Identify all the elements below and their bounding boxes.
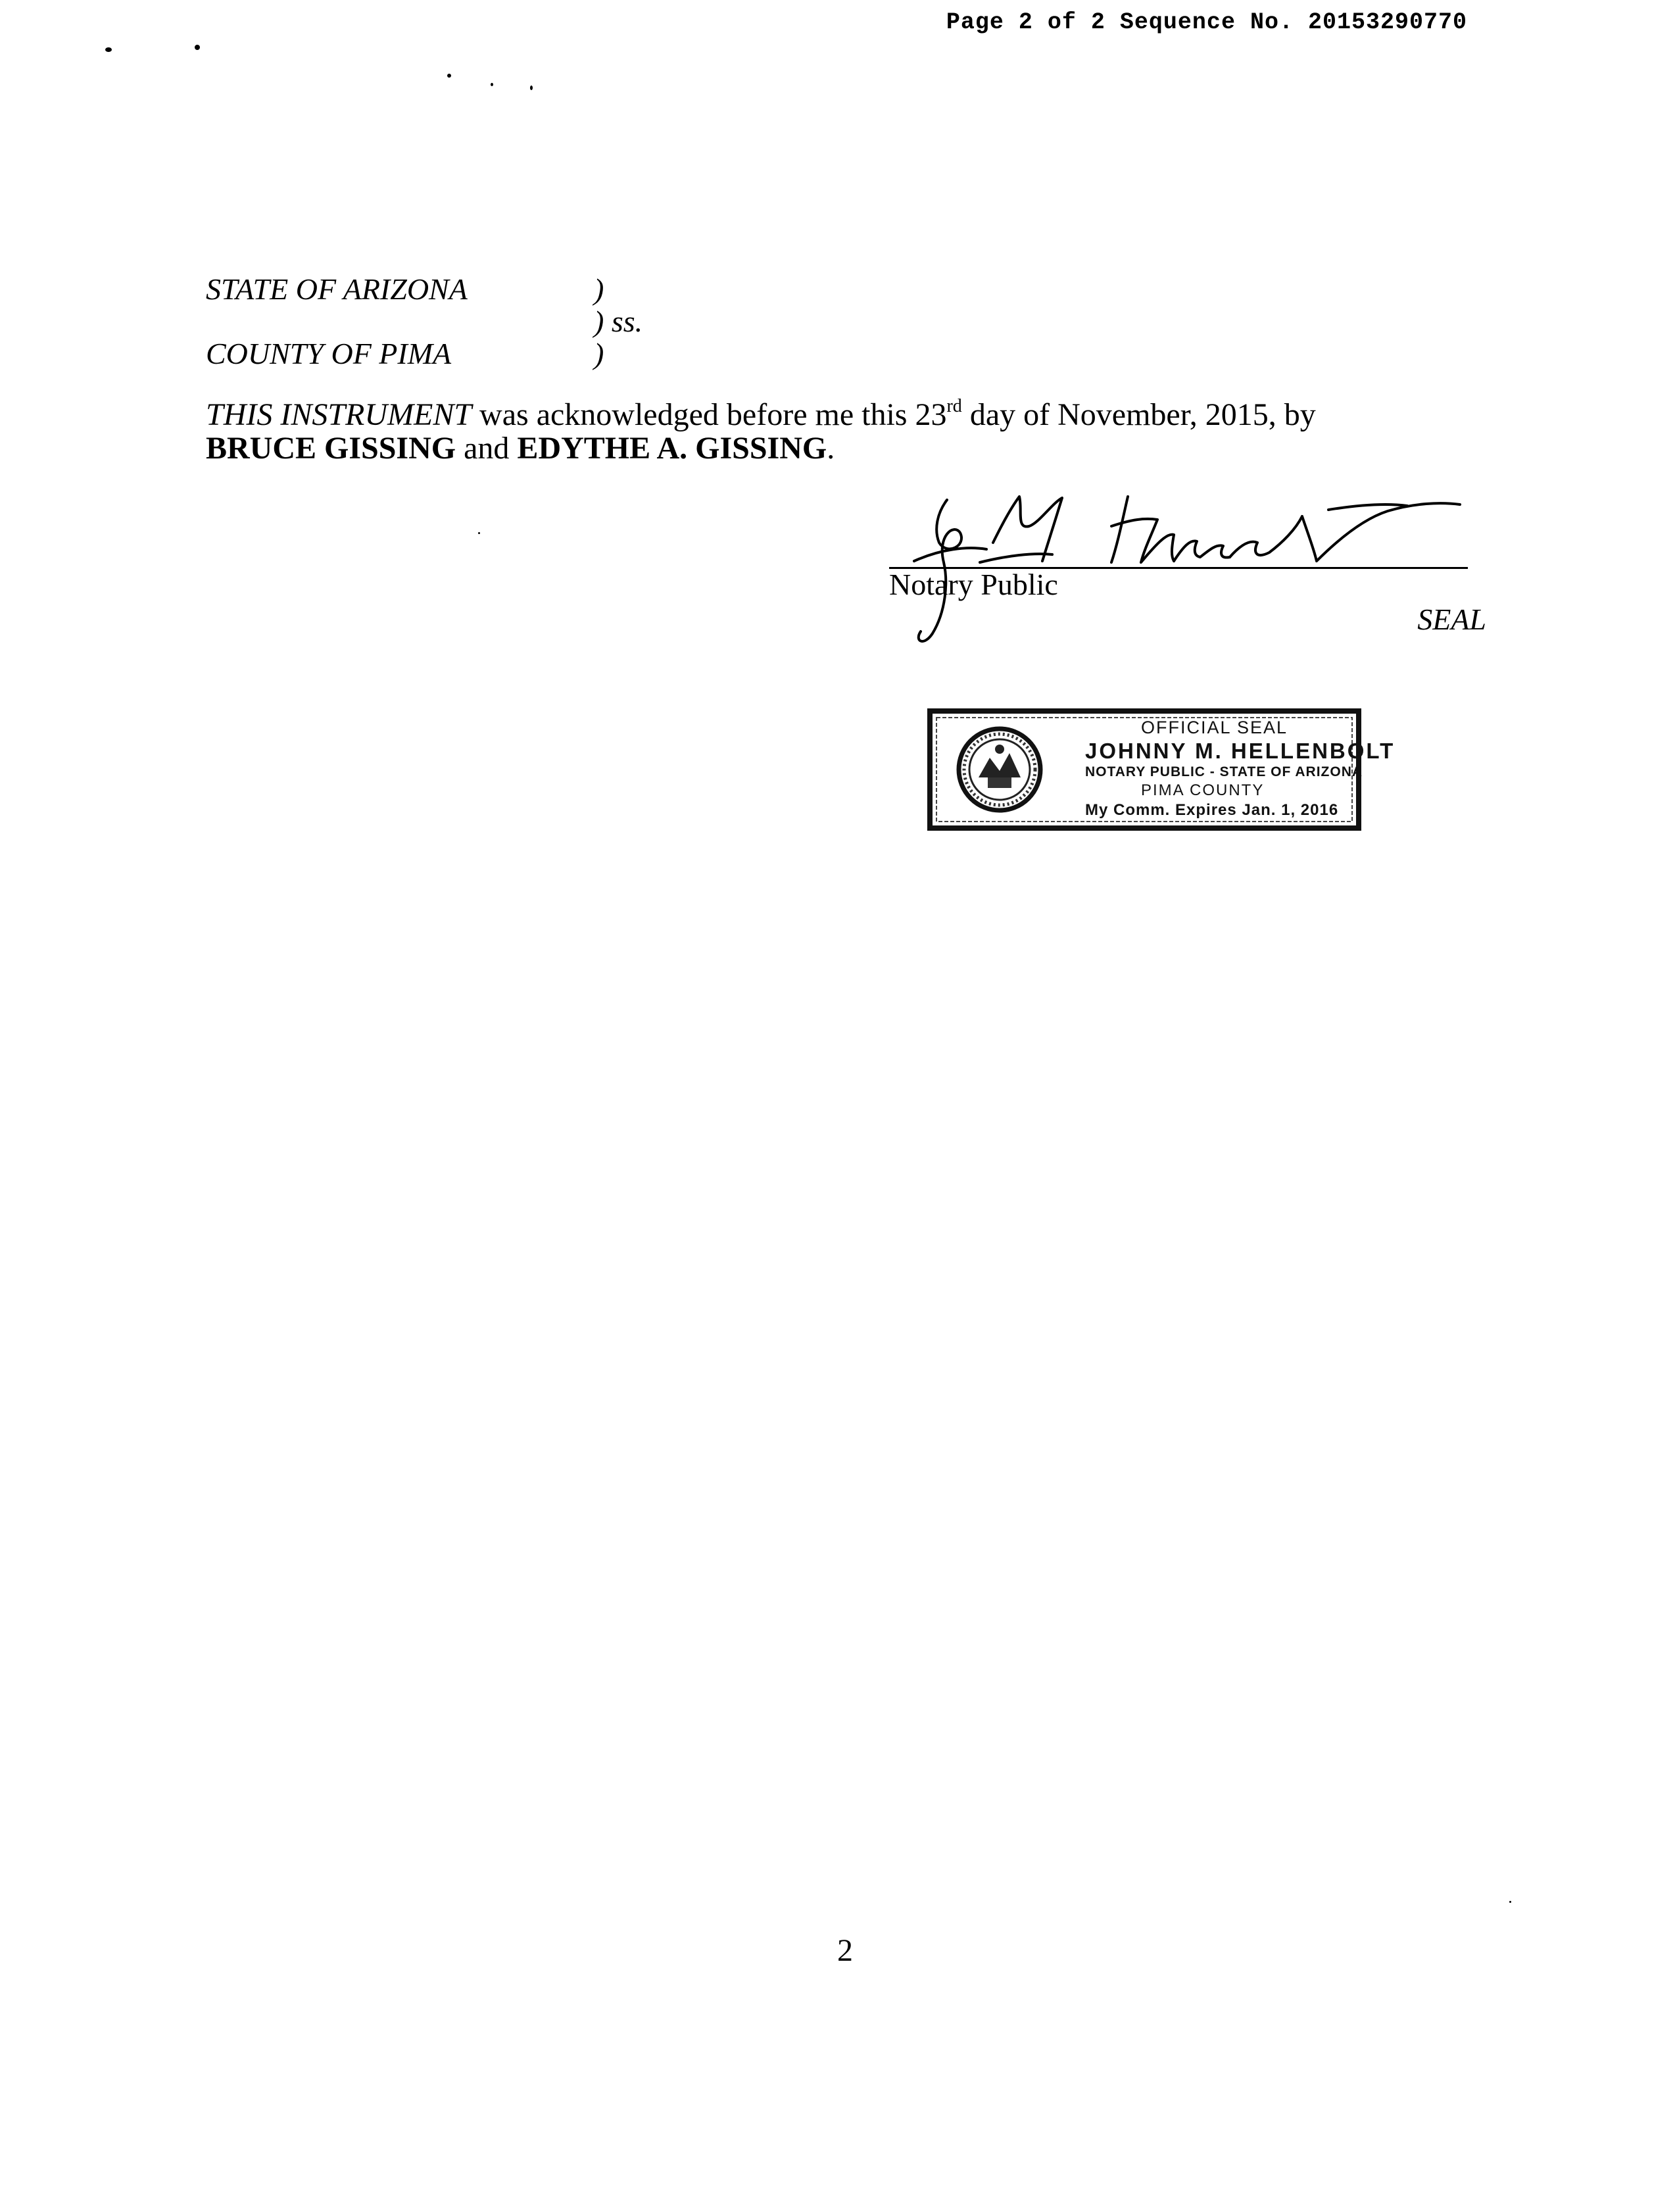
venue-paren: ) — [594, 272, 604, 306]
scan-speck — [1509, 1901, 1511, 1903]
scan-speck — [195, 45, 200, 50]
scan-speck — [105, 47, 112, 52]
acknowledgment-paragraph — [206, 398, 1390, 465]
handwritten-signature — [875, 483, 1486, 654]
stamp-expiry: My Comm. Expires Jan. 1, 2016 — [1085, 801, 1339, 819]
ack-end: . — [827, 431, 835, 466]
scan-speck — [478, 532, 480, 534]
state-seal-emblem — [959, 729, 1040, 810]
venue-state: STATE OF ARIZONA — [206, 272, 468, 306]
stamp-notary-name: JOHNNY M. HELLENBOLT — [1085, 739, 1396, 763]
signature-block — [875, 483, 1486, 654]
seal-label: SEAL — [1417, 602, 1486, 636]
page-number: 2 — [837, 1933, 853, 1968]
stamp-title: OFFICIAL SEAL — [1141, 718, 1288, 737]
signer-name-2: EDYTHE A. GISSING — [517, 431, 827, 466]
header-sequence: Page 2 of 2 Sequence No. 20153290770 — [946, 9, 1467, 36]
venue-ss: ) ss. — [594, 305, 643, 338]
ack-conjunction: and — [456, 431, 518, 466]
ack-ordinal: rd — [946, 396, 962, 416]
scan-speck — [447, 74, 451, 78]
venue-paren: ) — [594, 337, 604, 370]
ack-lead: THIS INSTRUMENT — [206, 397, 472, 432]
notary-stamp — [927, 708, 1396, 831]
stamp-role: NOTARY PUBLIC - STATE OF ARIZONA — [1085, 764, 1363, 779]
venue-block — [206, 268, 679, 377]
venue-county: COUNTY OF PIMA — [206, 337, 452, 370]
stamp-county: PIMA COUNTY — [1141, 781, 1265, 799]
ack-text-1: was acknowledged before me this 23 — [472, 397, 947, 432]
scan-speck — [491, 83, 493, 86]
signer-name-1: BRUCE GISSING — [206, 431, 456, 466]
ack-text-2: day of November, 2015, by — [961, 397, 1316, 432]
notary-public-label: Notary Public — [889, 568, 1058, 601]
scan-speck — [530, 86, 533, 90]
